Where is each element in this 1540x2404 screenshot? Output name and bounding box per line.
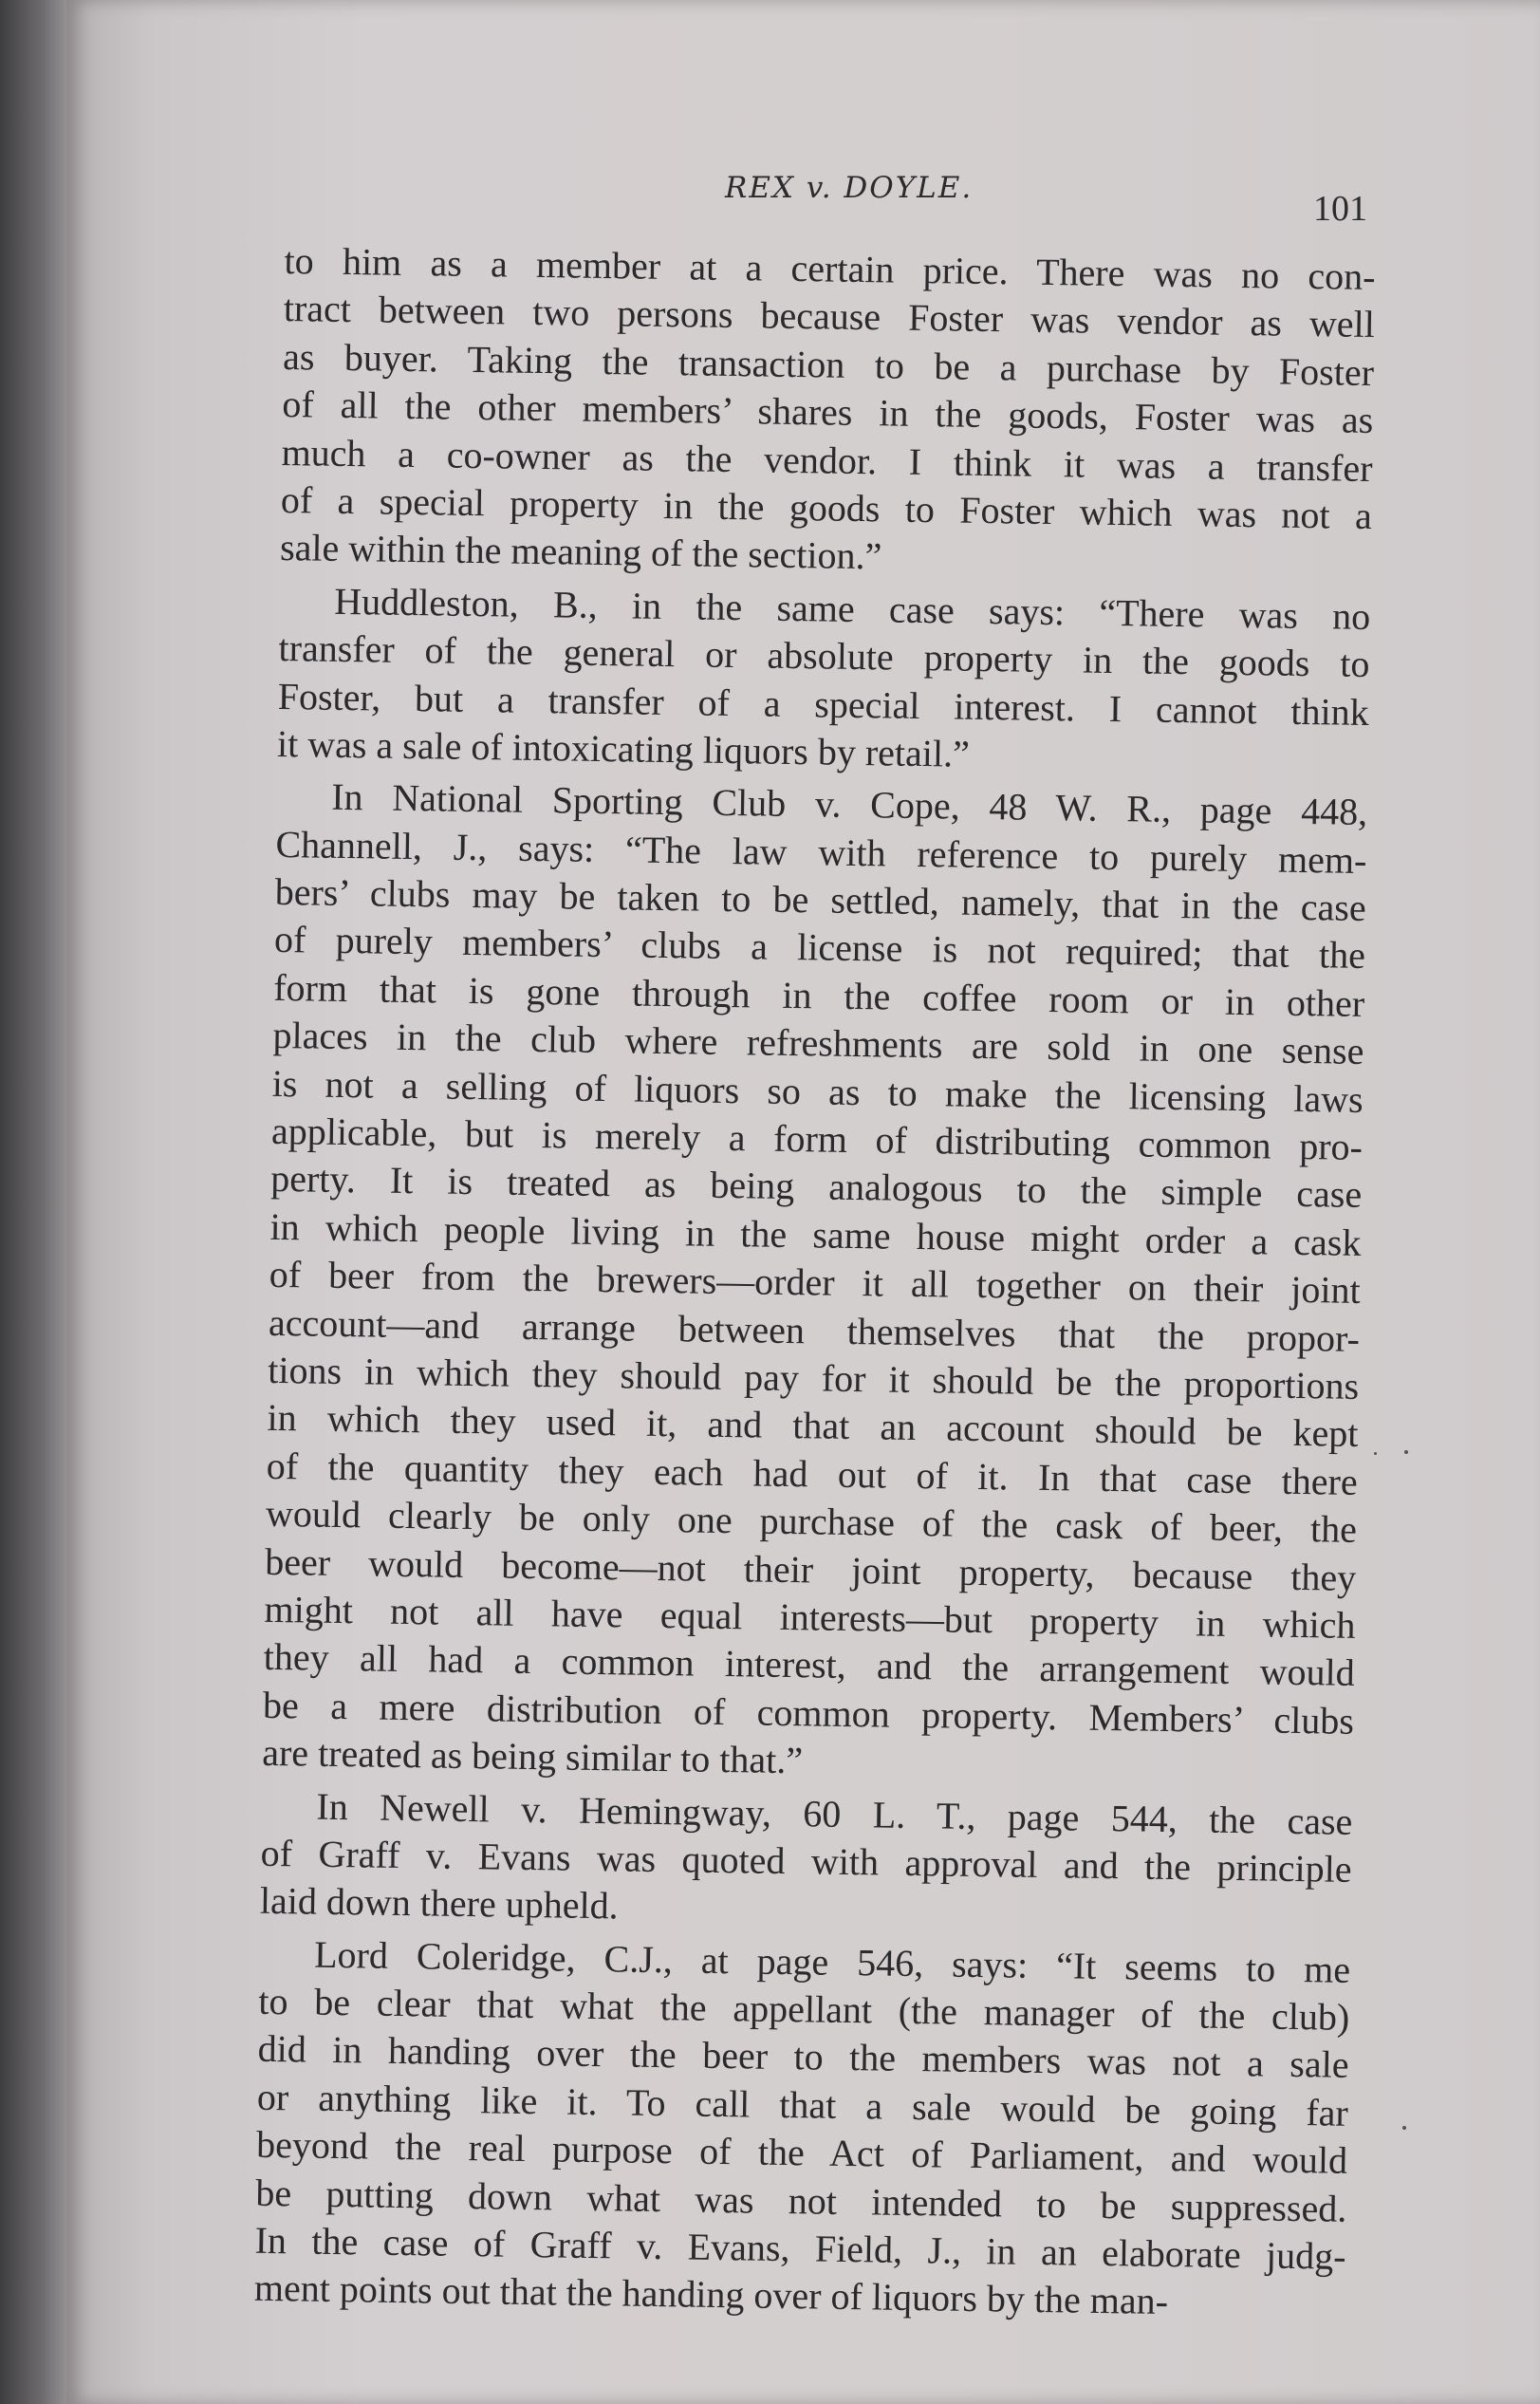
text-line: in which people living in the same house might order a cask bbox=[269, 1204, 1362, 1264]
running-head-title: REX v. DOYLE. bbox=[725, 171, 974, 205]
text-line: might not all have equal interests—but property in which bbox=[264, 1587, 1356, 1647]
text-line: they all had a common interest, and the arrangement would bbox=[263, 1635, 1356, 1695]
text-line: of all the other members’ shares in the goods, Foster was as bbox=[282, 382, 1374, 442]
paper-speck bbox=[1374, 1452, 1377, 1455]
text-line: or anything like it. To call that a sale would be going far bbox=[256, 2075, 1349, 2134]
paper-speck bbox=[1404, 1450, 1408, 1454]
text-line: be a mere distribution of common property. Members’ clubs bbox=[262, 1683, 1355, 1742]
text-line: places in the club where refreshments are sold in one sense bbox=[272, 1014, 1364, 1073]
text-line: beyond the real purpose of the Act of Parliament, and would bbox=[255, 2123, 1348, 2183]
text-line: tions in which they should pay for it should be the proportions bbox=[267, 1348, 1360, 1407]
text-line: account—and arrange between themselves that the propor- bbox=[268, 1300, 1361, 1360]
text-line: did in handing over the beer to the members was not a sale bbox=[257, 2027, 1349, 2087]
text-line: of beer from the brewers—order it all together on their joint bbox=[269, 1253, 1361, 1313]
text-line: of purely members’ clubs a license is not required; that the bbox=[273, 918, 1366, 978]
running-head bbox=[0, 171, 1540, 229]
text-line: Lord Coleridge, C.J., at page 546, says: “It seems to me bbox=[313, 1932, 1351, 1991]
paragraph bbox=[262, 773, 1368, 1793]
text-line: ment points out that the handing over of liquors by the man- bbox=[253, 2266, 1169, 2323]
text-line: In National Sporting Club v. Cope, 48 W. R., page 448, bbox=[330, 775, 1368, 834]
paragraph bbox=[277, 577, 1371, 785]
text-line: In Newell v. Hemingway, 60 L. T., page 544, the case bbox=[316, 1784, 1353, 1843]
body-text bbox=[254, 237, 1376, 2329]
text-line: of Graff v. Evans was quoted with approval and the principle bbox=[260, 1831, 1352, 1891]
text-line: would clearly be only one purchase of the cask of beer, the bbox=[265, 1492, 1358, 1552]
text-line: is not a selling of liquors so as to make the licensing laws bbox=[271, 1061, 1364, 1121]
text-line: Channell, J., says: “The law with reference to purely mem- bbox=[275, 822, 1367, 882]
text-line: in which they used it, and that an account should be kept bbox=[267, 1396, 1359, 1456]
text-line: it was a sale of intoxicating liquors by retail.” bbox=[276, 721, 971, 775]
text-line: as buyer. Taking the transaction to be a purchase by Foster bbox=[282, 334, 1375, 394]
text-line: to be clear that what the appellant (the manager of the club) bbox=[258, 1979, 1350, 2039]
text-line: bers’ clubs may be taken to be settled, namely, that in the case bbox=[274, 870, 1366, 930]
text-line: form that is gone through in the coffee room or in other bbox=[272, 965, 1365, 1025]
text-line: transfer of the general or absolute property in the goods to bbox=[278, 626, 1370, 686]
text-line: In the case of Graff v. Evans, Field, J., in an elaborate judg- bbox=[254, 2218, 1346, 2278]
text-line: to him as a member at a certain price. There was no con- bbox=[284, 238, 1376, 299]
text-line: perty. It is treated as being analogous to the simple case bbox=[269, 1157, 1363, 1217]
text-line: Foster, but a transfer of a special interest. I cannot think bbox=[277, 674, 1370, 734]
text-line: Huddleston, B., in the same case says: “There was no bbox=[333, 579, 1371, 638]
paragraph bbox=[260, 1781, 1353, 1941]
text-line: applicable, but is merely a form of distributing common pro- bbox=[270, 1109, 1364, 1168]
page-number: 101 bbox=[1313, 189, 1367, 229]
text-line: of a special property in the goods to Foster which was not a bbox=[280, 477, 1373, 537]
text-line: be putting down what was not intended to be suppressed. bbox=[255, 2171, 1347, 2230]
text-line: laid down there upheld. bbox=[259, 1879, 619, 1928]
text-line: of the quantity they each had out of it. In that case there bbox=[266, 1444, 1359, 1503]
text-line: much a co-owner as the vendor. I think it was a transfer bbox=[281, 430, 1373, 490]
paper-speck bbox=[1402, 2126, 1406, 2130]
paragraph bbox=[254, 1929, 1351, 2328]
text-line: sale within the meaning of the section.” bbox=[279, 526, 882, 578]
text-line: beer would become—not their joint property, because they bbox=[264, 1539, 1357, 1599]
text-line: are treated as being similar to that.” bbox=[261, 1730, 804, 1782]
paragraph bbox=[280, 237, 1376, 588]
text-line: tract between two persons because Foster was vendor as well bbox=[283, 287, 1376, 346]
